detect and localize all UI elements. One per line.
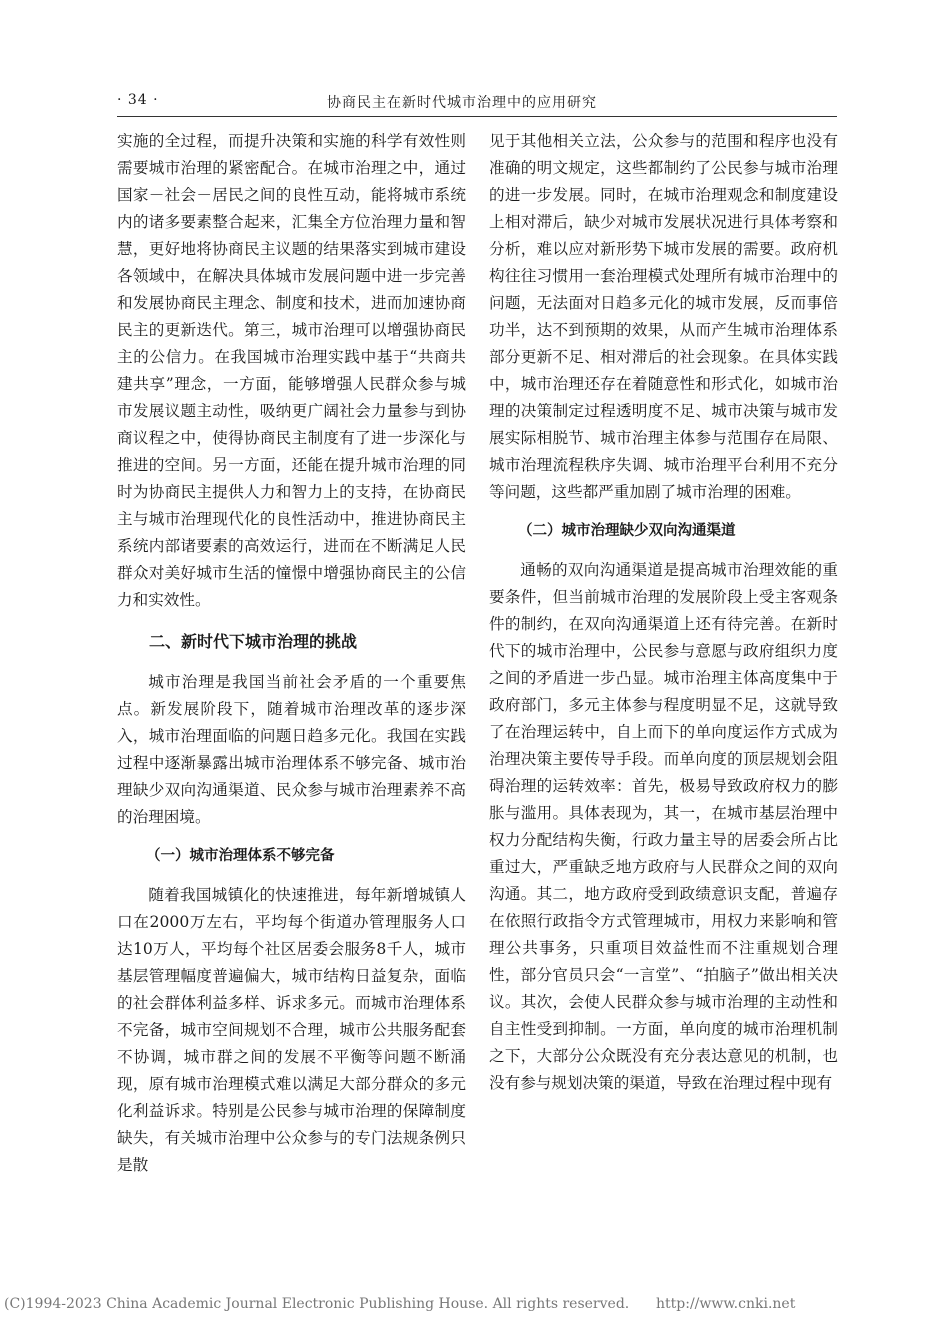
left-column: [117, 128, 466, 1179]
paragraph: 实施的全过程，而提升决策和实施的科学有效性则需要城市治理的紧密配合。在城市治理之中，通过国家－社会－居民之间的良性互动，能将城市系统内的诸多要素整合起来，汇集全方位治理力量和智慧，更好地将协商民主议题的结果落实到城市建设各领域中，在解决具体城市发展问题中进一步完善和发展协商民主理念、制度和技术，进而加速协商民主的更新迭代。第三，城市治理可以增强协商民主的公信力。在我国城市治理实践中基于“共商共建共享”理念，一方面，能够增强人民群众参与城市发展议题主动性，吸纳更广阔社会力量参与到协商议程之中，使得协商民主制度有了进一步深化与推进的空间。另一方面，还能在提升城市治理的同时为协商民主提供人力和智力上的支持，在协商民主与城市治理现代化的良性活动中，推进协商民主系统内部诸要素的高效运行，进而在不断满足人民群众对美好城市生活的憧憬中增强协商民主的公信力和实效性。: [117, 132, 466, 609]
page-number: · 34 ·: [117, 92, 159, 108]
page-header: [117, 86, 837, 117]
paragraph: 城市治理是我国当前社会矛盾的一个重要焦点。新发展阶段下，随着城市治理改革的逐步深入，城市治理面临的问题日趋多元化。我国在实践过程中逐渐暴露出城市治理体系不够完备、城市治理缺少双向沟通渠道、民众参与城市治理素养不高的治理困境。: [117, 673, 466, 826]
paragraph: 通畅的双向沟通渠道是提高城市治理效能的重要条件，但当前城市治理的发展阶段上受主客观条件的制约，在双向沟通渠道上还有待完善。在新时代下的城市治理中，公民参与意愿与政府组织力度之间的矛盾进一步凸显。城市治理主体高度集中于政府部门，多元主体参与程度明显不足，这就导致了在治理运转中，自上而下的单向度运作方式成为治理决策主要传导手段。而单向度的顶层规划会阻碍治理的运转效率：首先，极易导致政府权力的膨胀与滥用。具体表现为，其一，在城市基层治理中权力分配结构失衡，行政力量主导的居委会所占比重过大，严重缺乏地方政府与人民群众之间的双向沟通。其二，地方政府受到政绩意识支配，普遍存在依照行政指令方式管理城市，用权力来影响和管理公共事务，只重项目效益性而不注重规划合理性，部分官员只会“一言堂”、“拍脑子”做出相关决议。其次，会使人民群众参与城市治理的主动性和自主性受到抑制。一方面，单向度的城市治理机制之下，大部分公众既没有充分表达意见的机制，也没有参与规划决策的渠道，导致在治理过程中现有: [489, 561, 838, 1092]
sub-heading: （一）城市治理体系不够完备: [146, 848, 335, 864]
footer-url[interactable]: http://www.cnki.net: [656, 1296, 796, 1312]
paragraph: 随着我国城镇化的快速推进，每年新增城镇人口在2000万左右，平均每个街道办管理服务人口达10万人，平均每个社区居委会服务8千人，城市基层管理幅度普遍偏大，城市结构日益复杂，面临的社会群体利益多样、诉求多元。而城市治理体系不完备，城市空间规划不合理，城市公共服务配套不协调，城市群之间的发展不平衡等问题不断涌现，原有城市治理模式难以满足大部分群众的多元化利益诉求。特别是公民参与城市治理的保障制度缺失，有关城市治理中公众参与的专门法规条例只是散: [117, 886, 466, 1174]
paragraph: 见于其他相关立法，公众参与的范围和程序也没有准确的明文规定，这些都制约了公民参与城市治理的进一步发展。同时，在城市治理观念和制度建设上相对滞后，缺少对城市发展状况进行具体考察和分析，难以应对新形势下城市发展的需要。政府机构往往习惯用一套治理模式处理所有城市治理中的问题，无法面对日趋多元化的城市发展，反而事倍功半，达不到预期的效果，从而产生城市治理体系部分更新不足、相对滞后的社会现象。在具体实践中，城市治理还存在着随意性和形式化，如城市治理的决策制定过程透明度不足、城市决策与城市发展实际相脱节、城市治理主体参与范围存在局限、城市治理流程秩序失调、城市治理平台利用不充分等问题，这些都严重加剧了城市治理的困难。: [489, 132, 838, 501]
section-heading: 二、新时代下城市治理的挑战: [149, 632, 358, 651]
running-title: 协商民主在新时代城市治理中的应用研究: [327, 95, 597, 111]
sub-heading: （二）城市治理缺少双向沟通渠道: [518, 523, 736, 539]
copyright-notice: (C)1994-2023 China Academic Journal Electronic Publishing House. All rights reserved.: [4, 1296, 630, 1312]
right-column: [489, 128, 838, 1097]
footer: [0, 1296, 950, 1316]
